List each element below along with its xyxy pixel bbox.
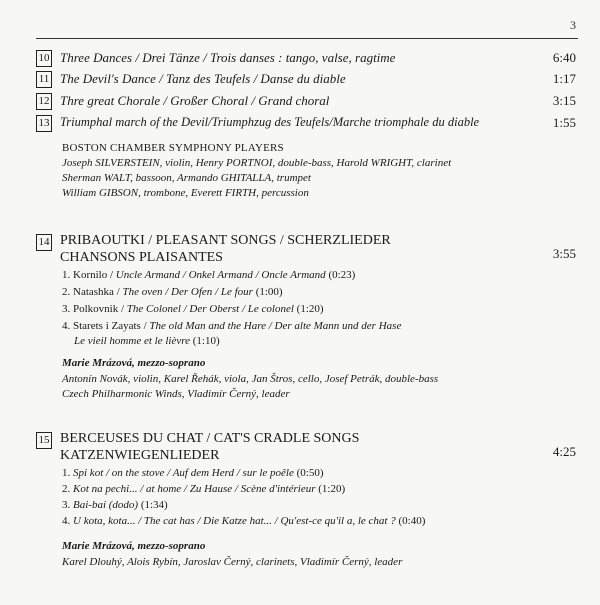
movement-translation: The oven / Der Ofen / Le four — [122, 286, 253, 298]
performer-line: Sherman WALT, bassoon, Armando GHITALLA, trumpet — [62, 172, 311, 184]
movement-label: 2. Natashka / — [62, 286, 123, 298]
work-title-line: BERCEUSES DU CHAT / CAT'S CRADLE SONGS — [60, 431, 360, 446]
track-number-box: 10 — [36, 50, 52, 67]
track-number-box: 15 — [36, 432, 52, 449]
movement-duration: (1:20) — [315, 483, 346, 495]
movement-line — [62, 320, 401, 332]
soloist: Marie Mrázová, mezzo-soprano — [62, 357, 206, 369]
movement-duration: (0:40) — [395, 515, 426, 527]
work-duration: 3:55 — [552, 246, 576, 261]
track-row — [36, 93, 576, 113]
performer-line: Joseph SILVERSTEIN, violin, Henry PORTNOI, double-bass, Harold WRIGHT, clarinet — [62, 157, 452, 169]
movement-translation: Spi kot / on the stove / Auf dem Herd / sur le poêle — [73, 467, 294, 479]
work-title-line: KATZENWIEGENLIEDER — [60, 448, 220, 463]
movement-translation: Uncle Armand / Onkel Armand / Oncle Armand — [115, 269, 326, 281]
performer-line: Karel Dlouhý, Alois Rybín, Jaroslav Černý, clarinets, Vladimír Černý, leader — [62, 556, 403, 568]
movement-line — [62, 286, 283, 298]
work-title-line: PRIBAOUTKI / PLEASANT SONGS / SCHERZLIEDER — [60, 233, 391, 248]
track-row — [36, 50, 576, 70]
track-duration: 1:17 — [552, 71, 576, 86]
movement-translation: Bai-bai (dodo) — [73, 499, 139, 511]
movement-translation: U kota, kota... / The cat has / Die Katze hat... / Qu'est-ce qu'il a, le chat ? — [73, 515, 396, 527]
page-number: 3 — [570, 18, 576, 32]
top-rule — [36, 38, 578, 39]
movement-line — [62, 515, 425, 527]
work-heading — [36, 430, 576, 466]
movement-line — [62, 269, 355, 281]
track-title: Three Dances / Drei Tänze / Trois danses : tango, valse, ragtime — [60, 50, 396, 65]
movement-duration: (1:10) — [189, 335, 220, 347]
movement-line — [74, 335, 220, 347]
performer-line: Antonín Novák, violin, Karel Řehák, viola, Jan Štros, cello, Josef Petrák, double-bass — [62, 373, 439, 385]
track-number-box: 14 — [36, 234, 52, 251]
track-duration: 1:55 — [552, 115, 576, 130]
movement-translation: The Colonel / Der Oberst / Le colonel — [126, 303, 294, 315]
movement-line — [62, 483, 345, 495]
track-number-box: 11 — [36, 71, 52, 88]
movement-label: 2. — [62, 483, 73, 495]
track-row — [36, 71, 576, 91]
performer-line: William GIBSON, trombone, Everett FIRTH, percussion — [62, 187, 309, 199]
movement-label: 4. — [62, 515, 73, 527]
movement-line — [62, 467, 324, 479]
soloist: Marie Mrázová, mezzo-soprano — [62, 540, 206, 552]
movement-line — [62, 499, 168, 511]
track-title: Triumphal march of the Devil/Triumphzug des Teufels/Marche triomphale du diable — [60, 115, 480, 129]
track-row — [36, 115, 576, 135]
ensemble-name: BOSTON CHAMBER SYMPHONY PLAYERS — [62, 142, 284, 154]
movement-label: 3. — [62, 499, 73, 511]
movement-duration: (1:00) — [252, 286, 283, 298]
work-duration: 4:25 — [552, 444, 576, 459]
movement-translation: Le vieil homme et le lièvre — [74, 335, 190, 347]
track-title: Thre great Chorale / Großer Choral / Grand choral — [60, 93, 330, 108]
track-title: The Devil's Dance / Tanz des Teufels / Danse du diable — [60, 71, 346, 86]
track-duration: 3:15 — [552, 93, 576, 108]
performer-line: Czech Philharmonic Winds, Vladimír Černý, leader — [62, 388, 290, 400]
movement-line — [62, 303, 324, 315]
movement-label: 3. Polkovnik / — [62, 303, 127, 315]
track-number-box: 12 — [36, 93, 52, 110]
work-heading — [36, 232, 576, 268]
movement-duration: (0:50) — [293, 467, 324, 479]
movement-label: 1. — [62, 467, 73, 479]
movement-translation: Kot na pechi... / at home / Zu Hause / Scène d'intérieur — [73, 483, 316, 495]
movement-translation: The old Man and the Hare / Der alte Mann und der Hase — [149, 320, 402, 332]
movement-duration: (1:34) — [138, 499, 168, 511]
movement-duration: (1:20) — [293, 303, 324, 315]
movement-label: 4. Starets i Zayats / — [62, 320, 150, 332]
work-title-line: CHANSONS PLAISANTES — [60, 250, 223, 265]
movement-duration: (0:23) — [325, 269, 356, 281]
track-number-box: 13 — [36, 115, 52, 132]
movement-label: 1. Kornilo / — [62, 269, 116, 281]
track-duration: 6:40 — [552, 50, 576, 65]
